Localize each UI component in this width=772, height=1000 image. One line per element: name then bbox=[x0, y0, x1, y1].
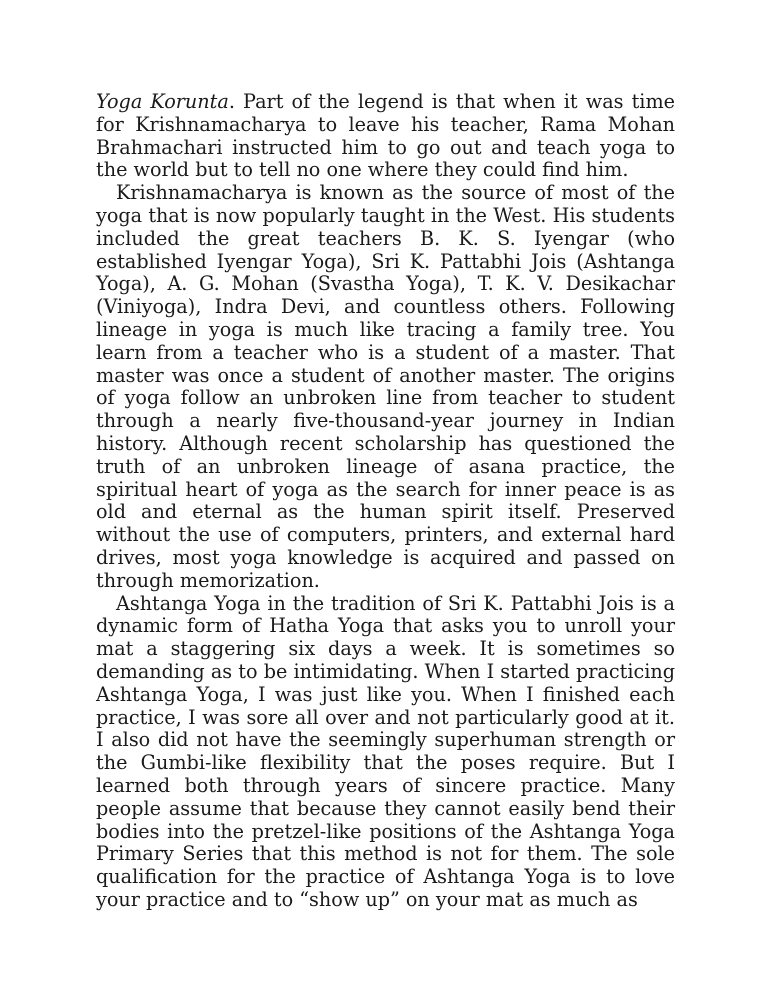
paragraph-1-text: . Part of the legend is that when it was time for Krishnamacharya to leave his teacher, Rama Mohan Brahmachari instructed him to go out and teach yoga to the world but to tell no one where they could find him. bbox=[96, 90, 675, 182]
paragraph-2: Krishnamacharya is known as the source of most of the yoga that is now popularly taught in the West. His students included the great teachers B. K. S. Iyengar (who established Iyengar Yoga), Sri K. Pattabhi Jois (Ashtanga Yoga), A. G. Mohan (Svastha Yoga), T. K. V. Desikachar (Viniyoga), Indra Devi, and countless others. Following lineage in yoga is much like tracing a family tree. You learn from a teacher who is a student of a master. That master was once a student of another master. The origins of yoga follow an unbroken line from teacher to student through a nearly five-thousand-year journey in Indian history. Although recent scholarship has questioned the truth of an unbroken lineage of asana practice, the spiritual heart of yoga as the search for inner peace is as old and eternal as the human spirit itself. Preserved without the use of computers, printers, and external hard drives, most yoga knowledge is acquired and passed on through memorization. bbox=[96, 181, 675, 592]
book-title-italic: Yoga Korunta bbox=[96, 90, 229, 113]
paragraph-1 bbox=[96, 91, 675, 182]
paragraph-3: Ashtanga Yoga in the tradition of Sri K. Pattabhi Jois is a dynamic form of Hatha Yoga that asks you to unroll your mat a staggering six days a week. It is sometimes so demanding as to be intimidating. When I started practicing Ashtanga Yoga, I was just like you. When I finished each practice, I was sore all over and not particularly good at it. I also did not have the seemingly superhuman strength or the Gumbi-like flexibility that the poses require. But I learned both through years of sincere practice. Many people assume that because they cannot easily bend their bodies into the pretzel-like positions of the Ashtanga Yoga Primary Series that this method is not for them. The sole qualification for the practice of Ashtanga Yoga is to love your practice and to “show up” on your mat as much as bbox=[96, 591, 675, 911]
document-page bbox=[96, 91, 675, 912]
